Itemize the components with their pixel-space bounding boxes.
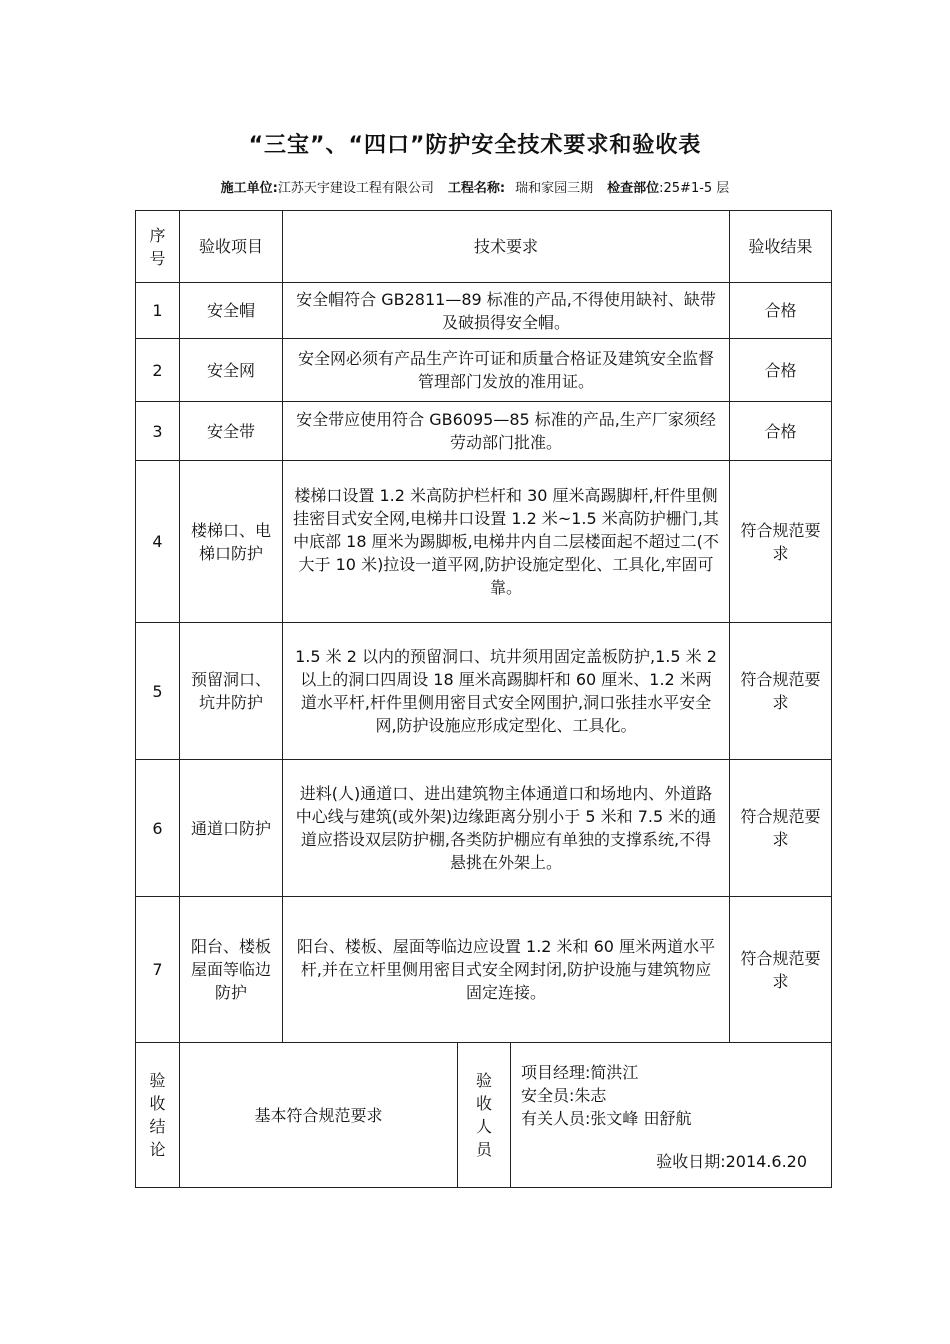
header-requirement: 技术要求 — [283, 211, 730, 283]
row-item: 安全网 — [180, 339, 283, 402]
table-row — [136, 897, 832, 1043]
inspection-part-label: 检查部位 — [607, 181, 660, 196]
project-name-value: 瑞和家园三期 — [515, 181, 594, 196]
table-header-row — [136, 211, 832, 283]
row-seq: 4 — [136, 461, 180, 623]
form-info-line — [0, 177, 950, 196]
row-result: 符合规范要求 — [730, 461, 832, 623]
row-item: 阳台、楼板屋面等临边防护 — [180, 897, 283, 1043]
form-title: “三宝”、“四口”防护安全技术要求和验收表 — [248, 133, 702, 158]
row-result: 合格 — [730, 402, 832, 461]
row-seq: 1 — [136, 283, 180, 339]
table-row — [136, 402, 832, 461]
header-result: 验收结果 — [730, 211, 832, 283]
row-requirement: 安全帽符合 GB2811—89 标准的产品,不得使用缺衬、缺带及破损得安全帽。 — [283, 283, 730, 339]
row-requirement: 楼梯口设置 1.2 米高防护栏杆和 30 厘米高踢脚杆,杆件里侧挂密目式安全网,电梯井口设置 1.2 米~1.5 米高防护栅门,其中底部 18 厘米为踢脚板,电梯井内自二层楼面起不超过二(不大于 10 米)拉设一道平网,防护设施定型化、工具化,牢固可靠。 — [283, 461, 730, 623]
conclusion-row — [136, 1043, 832, 1188]
related-personnel: 有关人员:张文峰 田舒航 — [521, 1109, 692, 1128]
inspection-part-value: :25#1-5 层 — [659, 181, 730, 196]
row-requirement: 安全带应使用符合 GB6095—85 标准的产品,生产厂家须经劳动部门批准。 — [283, 402, 730, 461]
row-seq: 5 — [136, 623, 180, 760]
row-item: 通道口防护 — [180, 760, 283, 897]
table-row — [136, 623, 832, 760]
row-requirement: 阳台、楼板、屋面等临边应设置 1.2 米和 60 厘米两道水平杆,并在立杆里侧用密目式安全网封闭,防护设施与建筑物应固定连接。 — [283, 897, 730, 1043]
safety-officer: 安全员:朱志 — [521, 1086, 607, 1105]
row-result: 符合规范要求 — [730, 623, 832, 760]
row-seq: 2 — [136, 339, 180, 402]
row-requirement: 进料(人)通道口、进出建筑物主体通道口和场地内、外道路中心线与建筑(或外架)边缘距离分别小于 5 米和 7.5 米的通道应搭设双层防护棚,各类防护棚应有单独的支撑系统,不得悬挑在外架上。 — [283, 760, 730, 897]
row-requirement: 安全网必须有产品生产许可证和质量合格证及建筑安全监督管理部门发放的准用证。 — [283, 339, 730, 402]
table-row — [136, 283, 832, 339]
row-result: 符合规范要求 — [730, 897, 832, 1043]
row-seq: 7 — [136, 897, 180, 1043]
signature-block — [511, 1043, 832, 1188]
acceptance-staff-label: 验收人员 — [458, 1043, 511, 1188]
header-seq: 序号 — [136, 211, 180, 283]
project-manager: 项目经理:简洪江 — [521, 1063, 639, 1082]
construction-unit-label: 施工单位: — [220, 181, 278, 196]
row-result: 合格 — [730, 339, 832, 402]
conclusion-text: 基本符合规范要求 — [180, 1043, 458, 1188]
row-item: 安全带 — [180, 402, 283, 461]
row-item: 安全帽 — [180, 283, 283, 339]
acceptance-table — [135, 210, 832, 1188]
project-name-label: 工程名称: — [447, 181, 506, 196]
row-requirement: 1.5 米 2 以内的预留洞口、坑井须用固定盖板防护,1.5 米 2 以上的洞口四周设 18 厘米高踢脚杆和 60 厘米、1.2 米两道水平杆,杆件里侧用密目式安全网围护,洞口张挂水平安全网,防护设施应形成定型化、工具化。 — [283, 623, 730, 760]
row-result: 合格 — [730, 283, 832, 339]
row-seq: 6 — [136, 760, 180, 897]
row-item: 楼梯口、电梯口防护 — [180, 461, 283, 623]
table-row — [136, 760, 832, 897]
acceptance-date: 验收日期:2014.6.20 — [656, 1152, 808, 1171]
construction-unit-value: 江苏天宇建设工程有限公司 — [277, 181, 434, 196]
row-item: 预留洞口、坑井防护 — [180, 623, 283, 760]
row-seq: 3 — [136, 402, 180, 461]
header-item: 验收项目 — [180, 211, 283, 283]
table-row — [136, 339, 832, 402]
conclusion-label: 验收结论 — [136, 1043, 180, 1188]
row-result: 符合规范要求 — [730, 760, 832, 897]
table-row — [136, 461, 832, 623]
